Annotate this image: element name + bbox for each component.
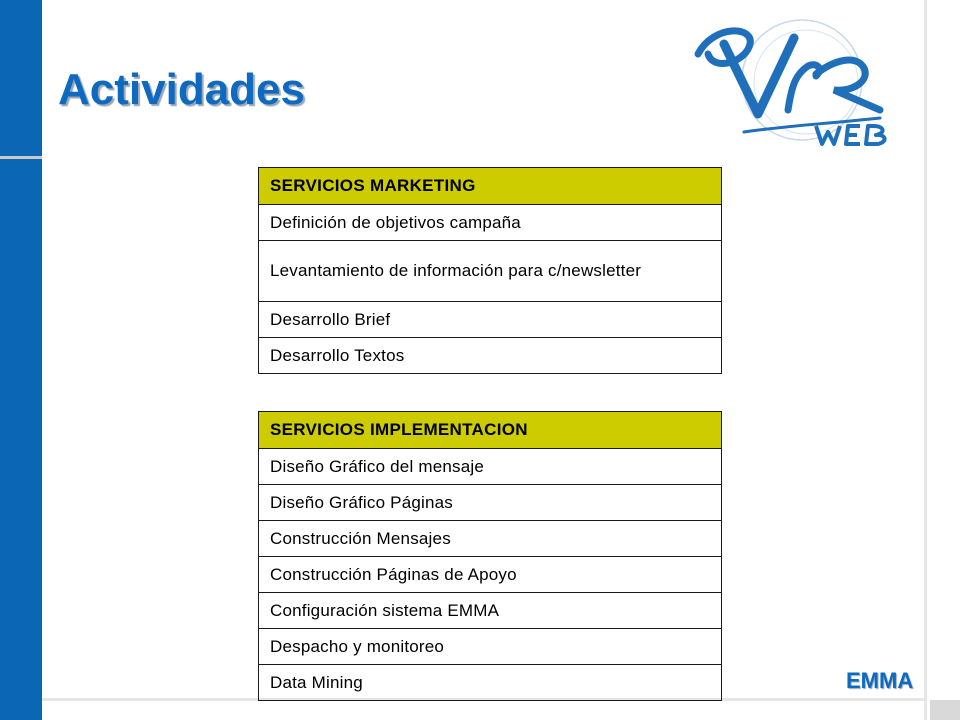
right-border-line [924,0,927,720]
table-row: Definición de objetivos campaña [259,205,722,241]
vr-web-logo [684,14,914,154]
title-divider [0,156,42,159]
table-row: Configuración sistema EMMA [259,593,722,629]
corner-decoration [930,700,960,720]
table-row: Desarrollo Brief [259,302,722,338]
implementation-table-header: SERVICIOS IMPLEMENTACION [259,412,722,449]
table-row: Diseño Gráfico Páginas [259,485,722,521]
table-row: Construcción Páginas de Apoyo [259,557,722,593]
left-accent-bar [0,0,42,720]
table-row: Construcción Mensajes [259,521,722,557]
table-row: Data Mining [259,665,722,701]
implementation-services-table [258,411,722,701]
table-row [259,241,722,302]
slide-title: Actividades [58,65,305,114]
marketing-table-header: SERVICIOS MARKETING [259,168,722,205]
table-row: Despacho y monitoreo [259,629,722,665]
table-row-text: Levantamiento de información para c/newsletter [270,261,642,280]
table-row: Diseño Gráfico del mensaje [259,449,722,485]
footer-tag: EMMA [846,668,914,693]
marketing-services-table [258,167,722,374]
table-row: Desarrollo Textos [259,338,722,374]
